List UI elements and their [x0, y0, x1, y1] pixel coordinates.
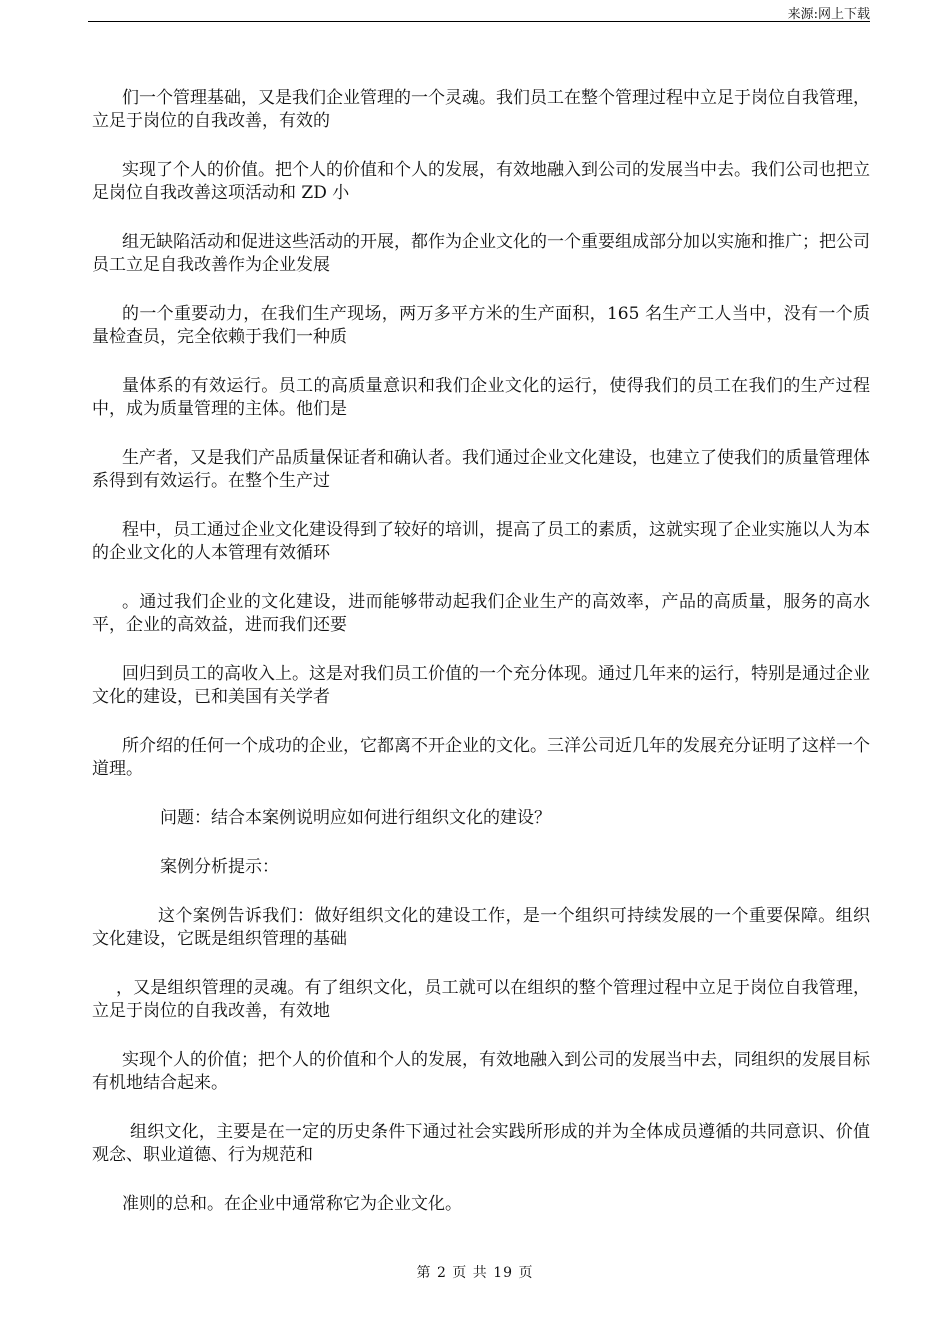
paragraph-8: 。通过我们企业的文化建设，进而能够带动起我们企业生产的高效率，产品的高质量，服务的高水平，企业的高效益，进而我们还要	[92, 592, 870, 635]
question-paragraph: 问题：结合本案例说明应如何进行组织文化的建设？	[160, 808, 551, 828]
paragraph-2: 实现了个人的价值。把个人的价值和个人的发展，有效地融入到公司的发展当中去。我们公司也把立足岗位自我改善这项活动和 ZD 小	[92, 160, 870, 203]
analysis-paragraph-3: 实现个人的价值；把个人的价值和个人的发展，有效地融入到公司的发展当中去，同组织的发展目标有机地结合起来。	[92, 1050, 870, 1093]
paragraph-5: 量体系的有效运行。员工的高质量意识和我们企业文化的运行，使得我们的员工在我们的生产过程中，成为质量管理的主体。他们是	[92, 376, 870, 419]
paragraph-10: 所介绍的任何一个成功的企业，它都离不开企业的文化。三洋公司近几年的发展充分证明了这样一个道理。	[92, 736, 870, 779]
document-body	[92, 87, 870, 1242]
paragraph-4: 的一个重要动力，在我们生产现场，两万多平方米的生产面积，165 名生产工人当中，没有一个质量检查员，完全依赖于我们一种质	[92, 304, 870, 347]
paragraph-6: 生产者，又是我们产品质量保证者和确认者。我们通过企业文化建设，也建立了使我们的质量管理体系得到有效运行。在整个生产过	[92, 448, 870, 491]
analysis-paragraph-2: ，又是组织管理的灵魂。有了组织文化，员工就可以在组织的整个管理过程中立足于岗位自我管理，立足于岗位的自我改善，有效地	[92, 978, 870, 1021]
analysis-heading: 案例分析提示：	[160, 857, 279, 877]
paragraph-9: 回归到员工的高收入上。这是对我们员工价值的一个充分体现。通过几年来的运行，特别是通过企业文化的建设，已和美国有关学者	[92, 664, 870, 707]
page-footer: 第 2 页 共 19 页	[416, 1265, 534, 1281]
paragraph-1: 们一个管理基础，又是我们企业管理的一个灵魂。我们员工在整个管理过程中立足于岗位自我管理，立足于岗位的自我改善，有效的	[92, 88, 870, 131]
page-header	[88, 0, 870, 22]
org-culture-paragraph-end: 准则的总和。在企业中通常称它为企业文化。	[122, 1194, 462, 1214]
org-culture-paragraph: 组织文化，主要是在一定的历史条件下通过社会实践所形成的并为全体成员遵循的共同意识、价值观念、职业道德、行为规范和	[92, 1122, 870, 1165]
source-label: 来源:网上下载	[787, 7, 870, 22]
analysis-paragraph-1: 这个案例告诉我们：做好组织文化的建设工作，是一个组织可持续发展的一个重要保障。组织文化建设，它既是组织管理的基础	[92, 906, 870, 949]
paragraph-7: 程中，员工通过企业文化建设得到了较好的培训，提高了员工的素质，这就实现了企业实施以人为本的企业文化的人本管理有效循环	[92, 520, 870, 563]
paragraph-3: 组无缺陷活动和促进这些活动的开展，都作为企业文化的一个重要组成部分加以实施和推广；把公司员工立足自我改善作为企业发展	[92, 232, 870, 275]
